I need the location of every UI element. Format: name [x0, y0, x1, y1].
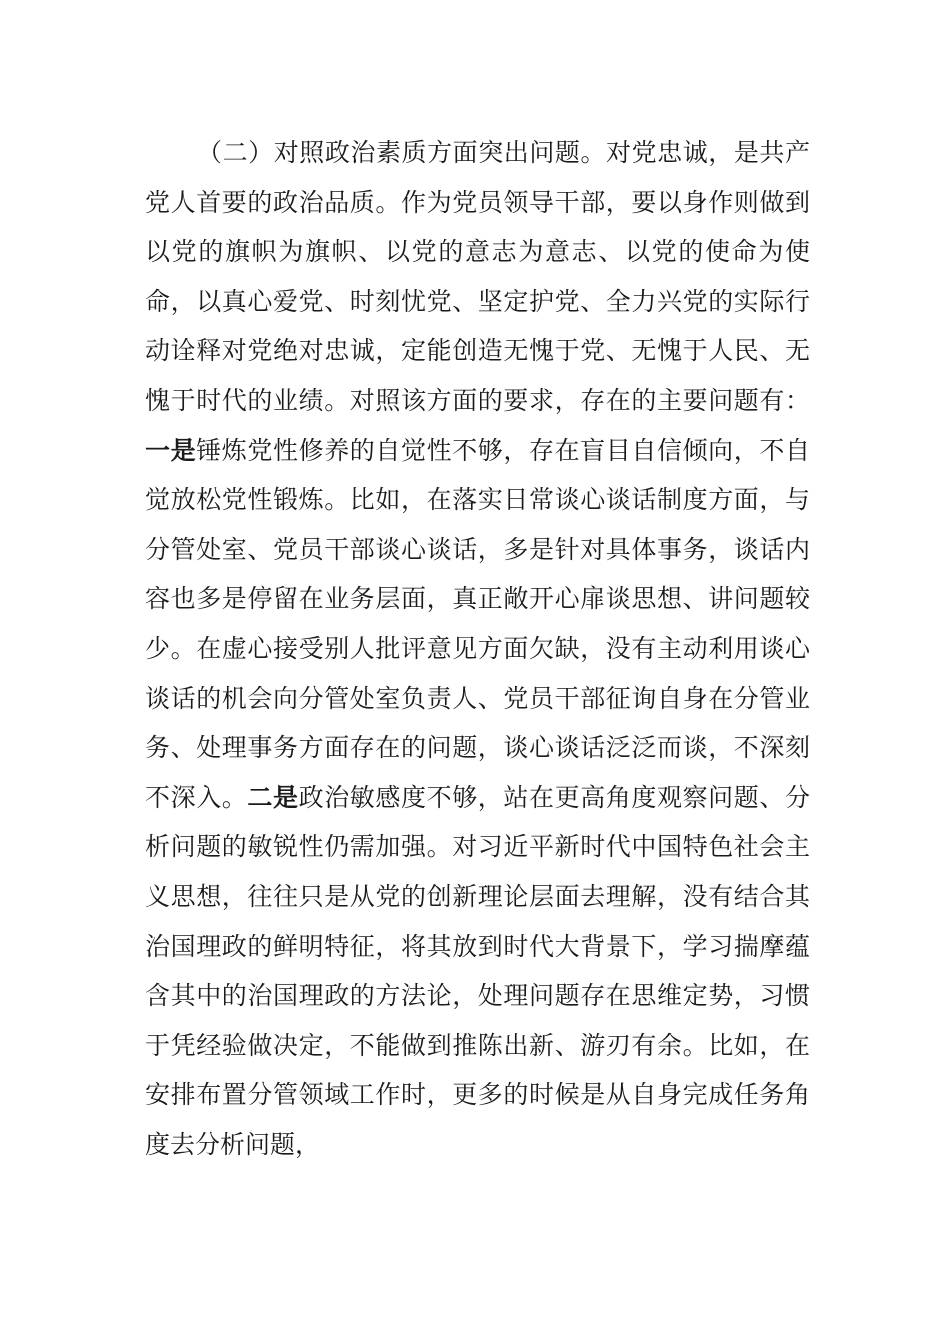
- paragraph-text-2: 锤炼党性修养的自觉性不够，存在盲目自信倾向，不自觉放松党性锻炼。比如，在落实日常谈心谈话制度方面，与分管处室、党员干部谈心谈话，多是针对具体事务，谈话内容也多是停留在业务层面，真正敞开心扉谈思想、讲问题较少。在虚心接受别人批评意见方面欠缺，没有主动利用谈心谈话的机会向分管处室负责人、党员干部征询自身在分管业务、处理事务方面存在的问题，谈心谈话泛泛而谈，不深刻不深入。: [145, 435, 810, 812]
- paragraph-text-3: 政治敏感度不够，站在更高角度观察问题、分析问题的敏锐性仍需加强。对习近平新时代中国特色社会主义思想，往往只是从党的创新理论层面去理解，没有结合其治国理政的鲜明特征，将其放到时代大背景下，学习揣摩蕴含其中的治国理政的方法论，处理问题存在思维定势，习惯于凭经验做决定，不能做到推陈出新、游刃有余。比如，在安排布置分管领域工作时，更多的时候是从自身完成任务角度去分析问题，: [145, 782, 810, 1159]
- paragraph-text-1: （二）对照政治素质方面突出问题。对党忠诚，是共产党人首要的政治品质。作为党员领导干部，要以身作则做到以党的旗帜为旗帜、以党的意志为意志、以党的使命为使命，以真心爱党、时刻忧党、坚定护党、全力兴党的实际行动诠释对党绝对忠诚，定能创造无愧于党、无愧于人民、无愧于时代的业绩。对照该方面的要求，存在的主要问题有：: [145, 138, 810, 415]
- bold-marker-second: 二是: [247, 782, 299, 812]
- body-paragraph: [145, 128, 810, 1169]
- bold-marker-first: 一是: [145, 435, 197, 465]
